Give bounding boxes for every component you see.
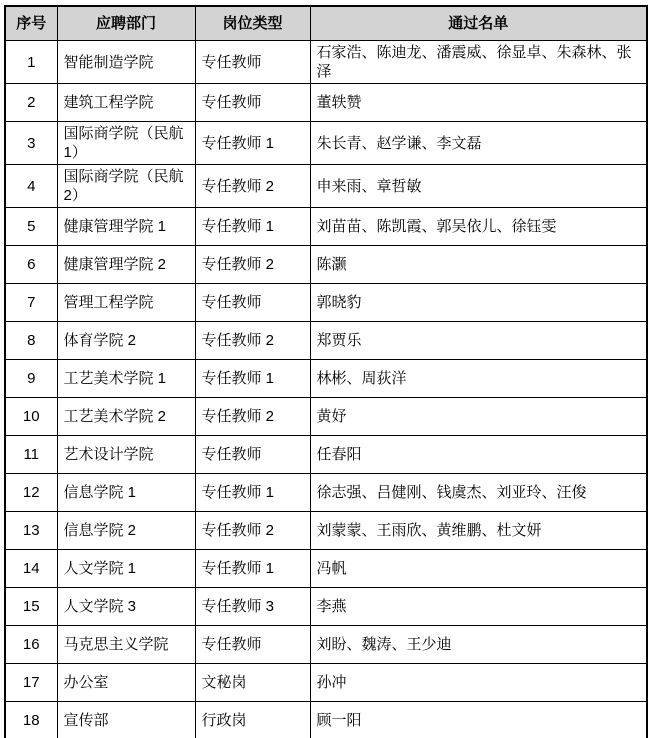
serial-number-cell: 7 — [5, 284, 57, 322]
serial-number-cell: 9 — [5, 360, 57, 398]
serial-number-cell: 12 — [5, 474, 57, 512]
position-type-cell: 专任教师 2 — [195, 512, 310, 550]
department-cell: 宣传部 — [57, 702, 195, 738]
pass-names-cell: 申来雨、章哲敏 — [310, 165, 647, 208]
pass-names-cell: 郭晓豹 — [310, 284, 647, 322]
position-type-cell: 行政岗 — [195, 702, 310, 738]
pass-names-cell: 孙冲 — [310, 664, 647, 702]
table-row — [5, 41, 647, 84]
pass-names-cell: 刘蒙蒙、王雨欣、黄维鹏、杜文妍 — [310, 512, 647, 550]
department-cell: 工艺美术学院 2 — [57, 398, 195, 436]
table-row — [5, 284, 647, 322]
pass-names-cell: 顾一阳 — [310, 702, 647, 738]
position-type-cell: 专任教师 1 — [195, 474, 310, 512]
serial-number-cell: 1 — [5, 41, 57, 84]
position-type-cell: 专任教师 — [195, 284, 310, 322]
table-row — [5, 474, 647, 512]
table-row — [5, 664, 647, 702]
pass-names-cell: 徐志强、吕健刚、钱虞杰、刘亚玲、汪俊 — [310, 474, 647, 512]
position-type-cell: 专任教师 1 — [195, 550, 310, 588]
table-row — [5, 322, 647, 360]
table-row — [5, 436, 647, 474]
pass-names-cell: 刘苗苗、陈凯霞、郭吴依儿、徐钰雯 — [310, 208, 647, 246]
position-type-cell: 专任教师 2 — [195, 165, 310, 208]
pass-names-cell: 黄妤 — [310, 398, 647, 436]
position-type-cell: 专任教师 1 — [195, 122, 310, 165]
pass-names-cell: 任春阳 — [310, 436, 647, 474]
position-type-cell: 专任教师 2 — [195, 322, 310, 360]
pass-names-cell: 林彬、周荻洋 — [310, 360, 647, 398]
pass-names-cell: 陈灏 — [310, 246, 647, 284]
table-row — [5, 84, 647, 122]
department-cell: 健康管理学院 2 — [57, 246, 195, 284]
serial-number-cell: 11 — [5, 436, 57, 474]
department-cell: 工艺美术学院 1 — [57, 360, 195, 398]
table-row — [5, 122, 647, 165]
position-type-cell: 专任教师 1 — [195, 208, 310, 246]
table-body — [5, 41, 647, 738]
position-type-cell: 专任教师 — [195, 626, 310, 664]
serial-number-cell: 4 — [5, 165, 57, 208]
position-type-cell: 专任教师 — [195, 84, 310, 122]
table-row — [5, 208, 647, 246]
table-header — [5, 6, 647, 41]
table-row — [5, 360, 647, 398]
department-cell: 健康管理学院 1 — [57, 208, 195, 246]
serial-number-cell: 15 — [5, 588, 57, 626]
serial-number-cell: 16 — [5, 626, 57, 664]
department-cell: 马克思主义学院 — [57, 626, 195, 664]
position-type-cell: 专任教师 2 — [195, 246, 310, 284]
header-pass-list: 通过名单 — [310, 6, 647, 41]
table-row — [5, 550, 647, 588]
header-serial-number: 序号 — [5, 6, 57, 41]
department-cell: 信息学院 2 — [57, 512, 195, 550]
department-cell: 办公室 — [57, 664, 195, 702]
position-type-cell: 专任教师 3 — [195, 588, 310, 626]
position-type-cell: 专任教师 — [195, 436, 310, 474]
pass-names-cell: 石家浩、陈迪龙、潘震威、徐显卓、朱森林、张泽 — [310, 41, 647, 84]
table-row — [5, 246, 647, 284]
department-cell: 艺术设计学院 — [57, 436, 195, 474]
serial-number-cell: 14 — [5, 550, 57, 588]
serial-number-cell: 8 — [5, 322, 57, 360]
pass-names-cell: 冯帆 — [310, 550, 647, 588]
pass-names-cell: 董轶赞 — [310, 84, 647, 122]
department-cell: 国际商学院（民航2） — [57, 165, 195, 208]
table-row — [5, 512, 647, 550]
pass-names-cell: 朱长青、赵学谦、李文磊 — [310, 122, 647, 165]
serial-number-cell: 6 — [5, 246, 57, 284]
department-cell: 建筑工程学院 — [57, 84, 195, 122]
department-cell: 信息学院 1 — [57, 474, 195, 512]
table-row — [5, 588, 647, 626]
position-type-cell: 专任教师 2 — [195, 398, 310, 436]
position-type-cell: 专任教师 1 — [195, 360, 310, 398]
recruitment-results-table — [4, 5, 648, 738]
header-row — [5, 6, 647, 41]
table-row — [5, 702, 647, 738]
serial-number-cell: 5 — [5, 208, 57, 246]
header-position-type: 岗位类型 — [195, 6, 310, 41]
department-cell: 体育学院 2 — [57, 322, 195, 360]
header-department: 应聘部门 — [57, 6, 195, 41]
serial-number-cell: 18 — [5, 702, 57, 738]
serial-number-cell: 3 — [5, 122, 57, 165]
department-cell: 国际商学院（民航1） — [57, 122, 195, 165]
department-cell: 人文学院 1 — [57, 550, 195, 588]
serial-number-cell: 10 — [5, 398, 57, 436]
serial-number-cell: 17 — [5, 664, 57, 702]
department-cell: 管理工程学院 — [57, 284, 195, 322]
table-row — [5, 398, 647, 436]
position-type-cell: 文秘岗 — [195, 664, 310, 702]
serial-number-cell: 13 — [5, 512, 57, 550]
serial-number-cell: 2 — [5, 84, 57, 122]
department-cell: 人文学院 3 — [57, 588, 195, 626]
pass-names-cell: 刘盼、魏涛、王少迪 — [310, 626, 647, 664]
table-row — [5, 165, 647, 208]
position-type-cell: 专任教师 — [195, 41, 310, 84]
table-row — [5, 626, 647, 664]
pass-names-cell: 李燕 — [310, 588, 647, 626]
department-cell: 智能制造学院 — [57, 41, 195, 84]
pass-names-cell: 郑贾乐 — [310, 322, 647, 360]
